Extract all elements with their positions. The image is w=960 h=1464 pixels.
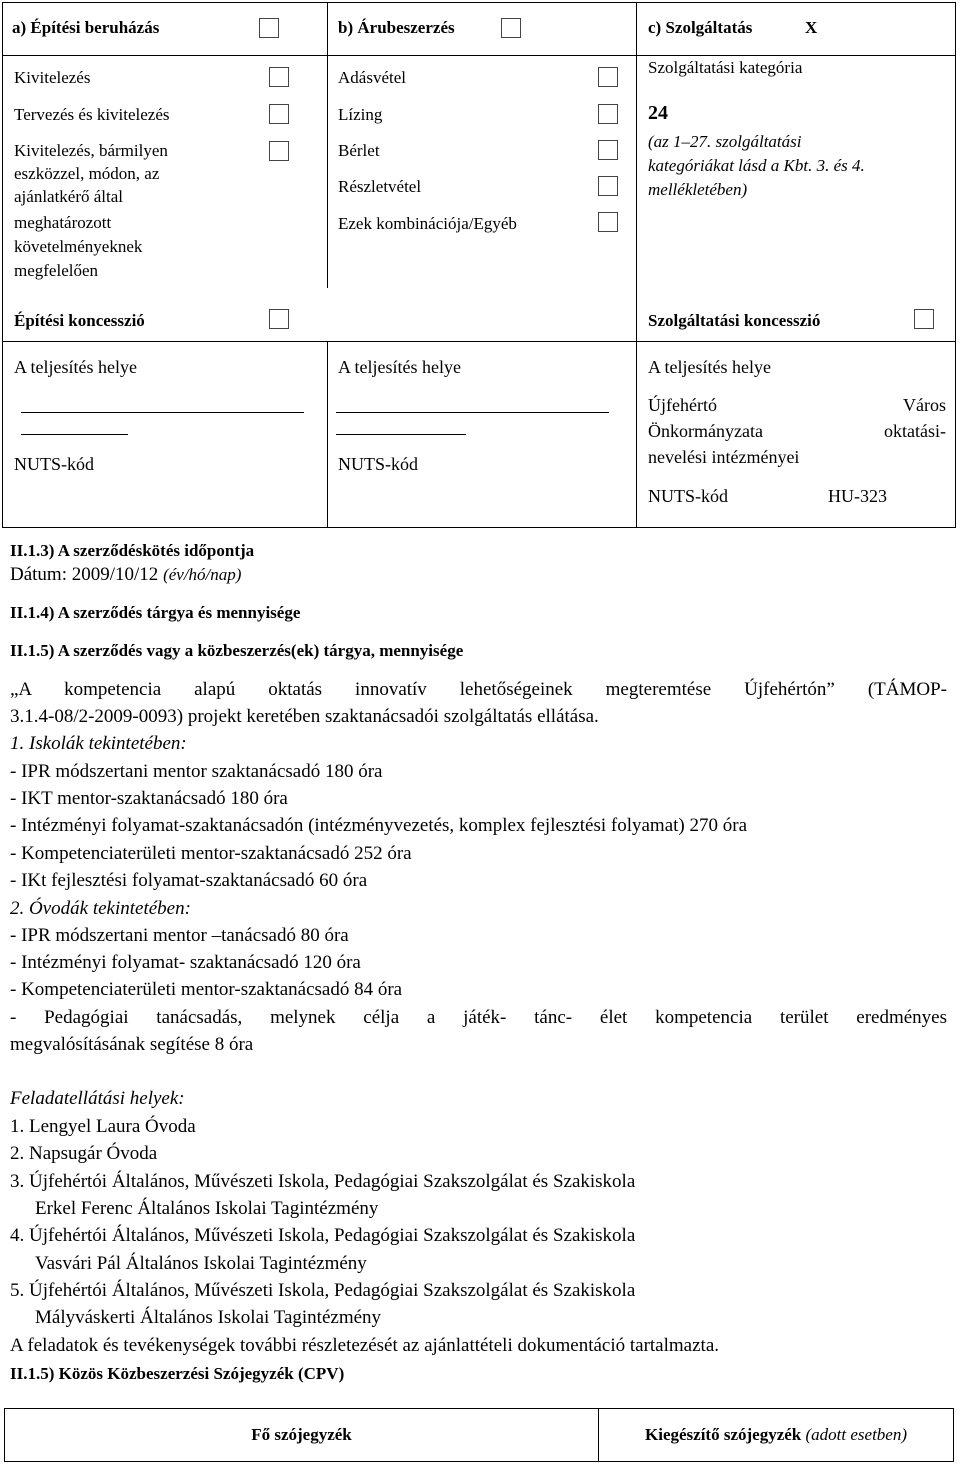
cpv-supp-hint: (adott esetben)	[805, 1425, 907, 1444]
table-left-border	[2, 2, 3, 528]
col-a-item-design-construction: Tervezés és kivitelezés	[14, 105, 170, 124]
kinder-item-4-line2: megvalósításának segítése 8 óra	[10, 1034, 254, 1055]
checkbox-supplies[interactable]	[501, 18, 521, 38]
col-b-item-purchase: Adásvétel	[338, 68, 406, 87]
building-concession-label: Építési koncesszió	[14, 311, 145, 330]
schools-heading: 1. Iskolák tekintetében:	[10, 733, 187, 754]
section-subject-title: II.1.4) A szerződés tárgya és mennyisége	[10, 603, 301, 622]
checkbox-construction[interactable]	[269, 67, 289, 87]
school-item-5: - IKt fejlesztési folyamat-szaktanácsadó 60 óra	[10, 870, 368, 891]
col-a-item-any-means-line4: meghatározott	[14, 213, 112, 232]
service-category-note-line2: kategóriákat lásd a Kbt. 3. és 4.	[648, 156, 865, 175]
school-item-3: - Intézményi folyamat-szaktanácsadón (intézményvezetés, komplex fejlesztési folyamat) 270 óra	[10, 815, 748, 836]
site-5: 5. Újfehértói Általános, Művészeti Iskola, Pedagógiai Szakszolgálat és Szakiskola	[10, 1280, 636, 1301]
services-selected-mark: X	[805, 18, 818, 37]
section-contract-date-title: II.1.3) A szerződéskötés időpontja	[10, 541, 255, 560]
intro-line2: 3.1.4-08/2-2009-0093) projekt keretében szaktanácsadói szolgáltatás ellátása.	[10, 706, 599, 727]
checkbox-building-concession[interactable]	[269, 309, 289, 329]
checkbox-hire-purchase[interactable]	[598, 176, 618, 196]
cpv-supp-label: Kiegészítő szójegyzék	[645, 1425, 802, 1444]
col-b-item-combination: Ezek kombinációja/Egyéb	[338, 214, 517, 233]
service-concession-label: Szolgáltatási koncesszió	[648, 311, 821, 330]
place-row-border	[2, 341, 956, 342]
school-item-1: - IPR módszertani mentor szaktanácsadó 180 óra	[10, 761, 383, 782]
checkbox-service-concession[interactable]	[914, 309, 934, 329]
checkbox-rental[interactable]	[598, 140, 618, 160]
checkbox-lease[interactable]	[598, 104, 618, 124]
header-supplies: b) Árubeszerzés	[338, 18, 455, 37]
nuts-label-a: NUTS-kód	[14, 454, 94, 474]
contract-date	[10, 564, 241, 586]
place-label-c: A teljesítés helye	[648, 357, 771, 377]
checkbox-building-works[interactable]	[259, 18, 279, 38]
header-row-border	[2, 55, 956, 56]
table-bottom-border	[2, 527, 956, 528]
service-category-note-line3: mellékletében)	[648, 180, 748, 199]
col-a-item-any-means-line3: ajánlatkérő által	[14, 187, 124, 206]
place-line-a-1	[21, 412, 304, 413]
place-c-line1-right: Város	[903, 395, 946, 415]
place-line-a-2	[21, 434, 128, 435]
col-b-item-hire-purchase: Részletvétel	[338, 177, 422, 196]
kindergartens-heading: 2. Óvodák tekintetében:	[10, 898, 191, 919]
site-4: 4. Újfehértói Általános, Művészeti Iskola, Pedagógiai Szakszolgálat és Szakiskola	[10, 1225, 636, 1246]
checkbox-combination[interactable]	[598, 212, 618, 232]
checkbox-any-means[interactable]	[269, 141, 289, 161]
cpv-main-vocabulary: Fő szójegyzék	[251, 1425, 352, 1444]
kinder-item-1: - IPR módszertani mentor –tanácsadó 80 óra	[10, 925, 349, 946]
col-a-item-any-means-line6: megfelelően	[14, 261, 99, 280]
contract-date-hint: (év/hó/nap)	[163, 565, 242, 584]
col-b-item-rental: Bérlet	[338, 141, 380, 160]
school-item-4: - Kompetenciaterületi mentor-szaktanácsadó 252 óra	[10, 843, 412, 864]
kinder-item-4-line1: - Pedagógiai tanácsadás, melynek célja a játék- tánc- élet kompetencia terület eredményes	[10, 1007, 947, 1028]
col-a-item-construction: Kivitelezés	[14, 68, 91, 87]
nuts-label-c: NUTS-kód	[648, 486, 728, 506]
col-divider-bc	[636, 2, 637, 528]
col-a-item-any-means-line2: eszközzel, módon, az	[14, 164, 160, 183]
checkbox-design-construction[interactable]	[269, 104, 289, 124]
place-c-line2-right: oktatási-	[884, 421, 946, 441]
place-line-b-2	[336, 434, 466, 435]
place-c-line1-left: Újfehértó	[648, 395, 717, 415]
checkbox-purchase[interactable]	[598, 67, 618, 87]
nuts-value-c: HU-323	[828, 486, 887, 506]
service-category-note-line1: (az 1–27. szolgáltatási	[648, 132, 802, 151]
site-3: 3. Újfehértói Általános, Művészeti Iskola, Pedagógiai Szakszolgálat és Szakiskola	[10, 1171, 636, 1192]
place-label-a: A teljesítés helye	[14, 357, 137, 377]
col-divider-ab-bottom	[327, 341, 328, 528]
service-category-number: 24	[648, 102, 668, 124]
intro-line1: „A kompetencia alapú oktatás innovatív lehetőségeinek megteremtése Újfehértón” (TÁMOP-	[10, 679, 947, 700]
sites-heading: Feladatellátási helyek:	[10, 1088, 185, 1109]
site-4-sub: Vasvári Pál Általános Iskolai Tagintézmény	[35, 1253, 367, 1274]
cpv-title: II.1.5) Közös Közbeszerzési Szójegyzék (CPV)	[10, 1364, 345, 1383]
service-category-label: Szolgáltatási kategória	[648, 58, 803, 77]
header-services: c) Szolgáltatás	[648, 18, 753, 37]
site-1: 1. Lengyel Laura Óvoda	[10, 1116, 196, 1137]
place-label-b: A teljesítés helye	[338, 357, 461, 377]
place-line-b-1	[336, 412, 609, 413]
nuts-label-b: NUTS-kód	[338, 454, 418, 474]
cpv-supplementary-vocabulary	[599, 1425, 953, 1445]
col-b-item-lease: Lízing	[338, 105, 383, 124]
col-divider-ab-top	[327, 2, 328, 288]
table-top-border	[2, 2, 956, 3]
kinder-item-3: - Kompetenciaterületi mentor-szaktanácsadó 84 óra	[10, 979, 403, 1000]
site-5-sub: Mályváskerti Általános Iskolai Tagintézmény	[35, 1307, 382, 1328]
closing-text: A feladatok és tevékenységek további részletezését az ajánlattételi dokumentáció tartalmazta.	[10, 1335, 720, 1356]
table-right-border	[955, 2, 956, 528]
header-building-works: a) Építési beruházás	[12, 18, 160, 37]
place-c-line2-left: Önkormányzata	[648, 421, 763, 441]
site-3-sub: Erkel Ferenc Általános Iskolai Tagintézmény	[35, 1198, 379, 1219]
contract-date-value: Dátum: 2009/10/12	[10, 564, 159, 585]
col-a-item-any-means-line5: követelményeknek	[14, 237, 143, 256]
section-subject-quantity-title: II.1.5) A szerződés vagy a közbeszerzés(ek) tárgya, mennyisége	[10, 641, 464, 660]
school-item-2: - IKT mentor-szaktanácsadó 180 óra	[10, 788, 288, 809]
cpv-table	[4, 1408, 954, 1462]
site-2: 2. Napsugár Óvoda	[10, 1143, 158, 1164]
kinder-item-2: - Intézményi folyamat- szaktanácsadó 120 óra	[10, 952, 361, 973]
place-c-line3: nevelési intézményei	[648, 447, 800, 467]
col-a-item-any-means-line1: Kivitelezés, bármilyen	[14, 141, 168, 160]
